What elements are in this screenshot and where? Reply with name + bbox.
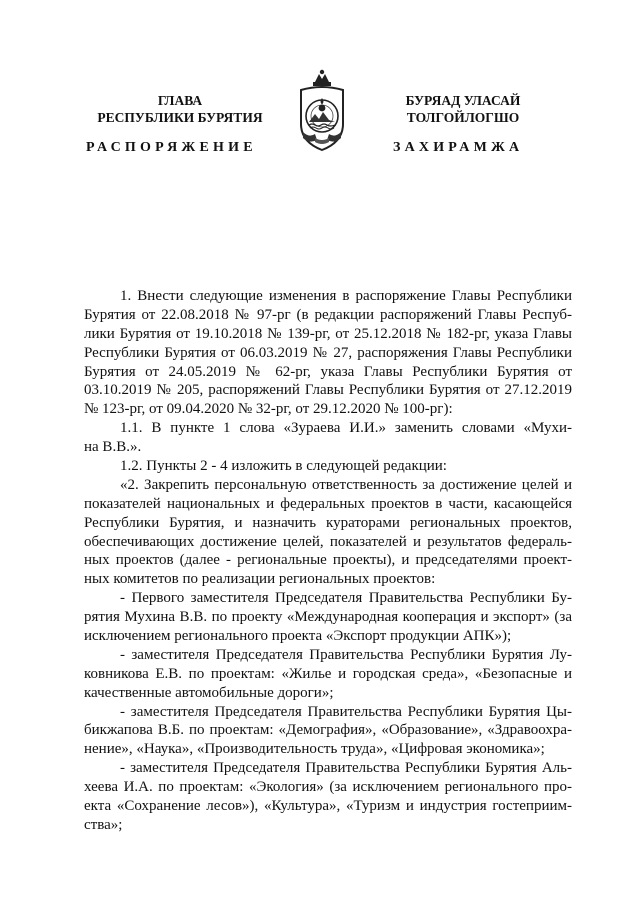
body-line: хеева И.А. по проектам: «Экология» (за исключением регионального про- — [84, 779, 572, 796]
body-line: 03.10.2019 № 205, распоряжений Главы Республики Бурятия от 27.12.2019 — [84, 382, 572, 399]
body-line: - Первого заместителя Председателя Правительства Республики Бу- — [120, 590, 572, 607]
body-line: 1. Внести следующие изменения в распоряжение Главы Республики — [120, 288, 572, 304]
body-line: - заместителя Председателя Правительства Республики Бурятия Цы- — [120, 703, 572, 720]
header-left-title — [80, 92, 280, 126]
body-line: ства»; — [84, 816, 123, 833]
coat-of-arms-icon — [295, 68, 349, 154]
document-body — [84, 287, 572, 835]
doc-type-right: ЗАХИРАМЖА — [393, 140, 524, 155]
body-line: - заместителя Председателя Правительства Республики Бурятия Лу- — [120, 646, 572, 663]
body-line: рятия Мухина В.В. по проекту «Международная кооперация и экспорт» (за — [84, 609, 572, 626]
body-line: ных комитетов по реализации региональных проектов: — [84, 571, 436, 588]
header-right-line: БУРЯАД УЛАСАЙ — [405, 93, 521, 108]
header-right-line: ТОЛГОЙЛОГШО — [406, 110, 520, 125]
body-line: Бурятия от 24.05.2019 № 62-рг, указа Главы Республики Бурятия от — [84, 363, 572, 380]
body-line: качественные автомобильные дороги»; — [84, 684, 334, 701]
body-line: бикжапова В.Б. по проектам: «Демография», «Образование», «Здравоохра- — [84, 722, 572, 739]
body-line: № 123-рг, от 09.04.2020 № 32-рг, от 29.12.2020 № 100-рг): — [84, 401, 453, 418]
body-line: показателей национальных и федеральных проектов в части, касающейся — [84, 495, 572, 512]
body-line: «2. Закрепить персональную ответственность за достижение целей и — [120, 476, 572, 493]
body-line: исключением регионального проекта «Экспорт продукции АПК»); — [84, 628, 512, 645]
header-left-line: ГЛАВА — [157, 93, 203, 108]
body-line: екта «Сохранение лесов»), «Культура», «Туризм и индустрия гостеприим- — [84, 798, 572, 815]
header-left-line: РЕСПУБЛИКИ БУРЯТИЯ — [97, 110, 263, 125]
body-line: ковникова Е.В. по проектам: «Жилье и городская среда», «Безопасные и — [84, 665, 572, 682]
body-line: 1.1. В пункте 1 слова «Зураева И.И.» заменить словами «Мухи- — [120, 420, 572, 437]
body-line: лики Бурятия от 19.10.2018 № 139-рг, от 25.12.2018 № 182-рг, указа Главы — [84, 325, 572, 342]
header-right-title — [368, 92, 558, 126]
body-line: на В.В.». — [84, 439, 142, 456]
body-line: - заместителя Председателя Правительства Республики Бурятия Аль- — [120, 760, 572, 777]
body-line: ных проектов (далее - региональные проекты), и председателями проект- — [84, 552, 572, 569]
body-line: 1.2. Пункты 2 - 4 изложить в следующей редакции: — [120, 458, 447, 475]
body-line: Республики Бурятия, и назначить кураторами региональных проектов, — [84, 514, 572, 531]
body-line: Республики Бурятия от 06.03.2019 № 27, распоряжения Главы Республики — [84, 344, 572, 361]
body-line: обеспечивающих достижение целей, показателей и результатов федераль- — [84, 533, 572, 550]
body-line: Бурятия от 22.08.2018 № 97-рг (в редакции распоряжений Главы Респуб- — [84, 306, 572, 323]
doc-type-left: РАСПОРЯЖЕНИЕ — [86, 140, 257, 155]
body-line: нение», «Наука», «Производительность труда», «Цифровая экономика»; — [84, 741, 545, 758]
